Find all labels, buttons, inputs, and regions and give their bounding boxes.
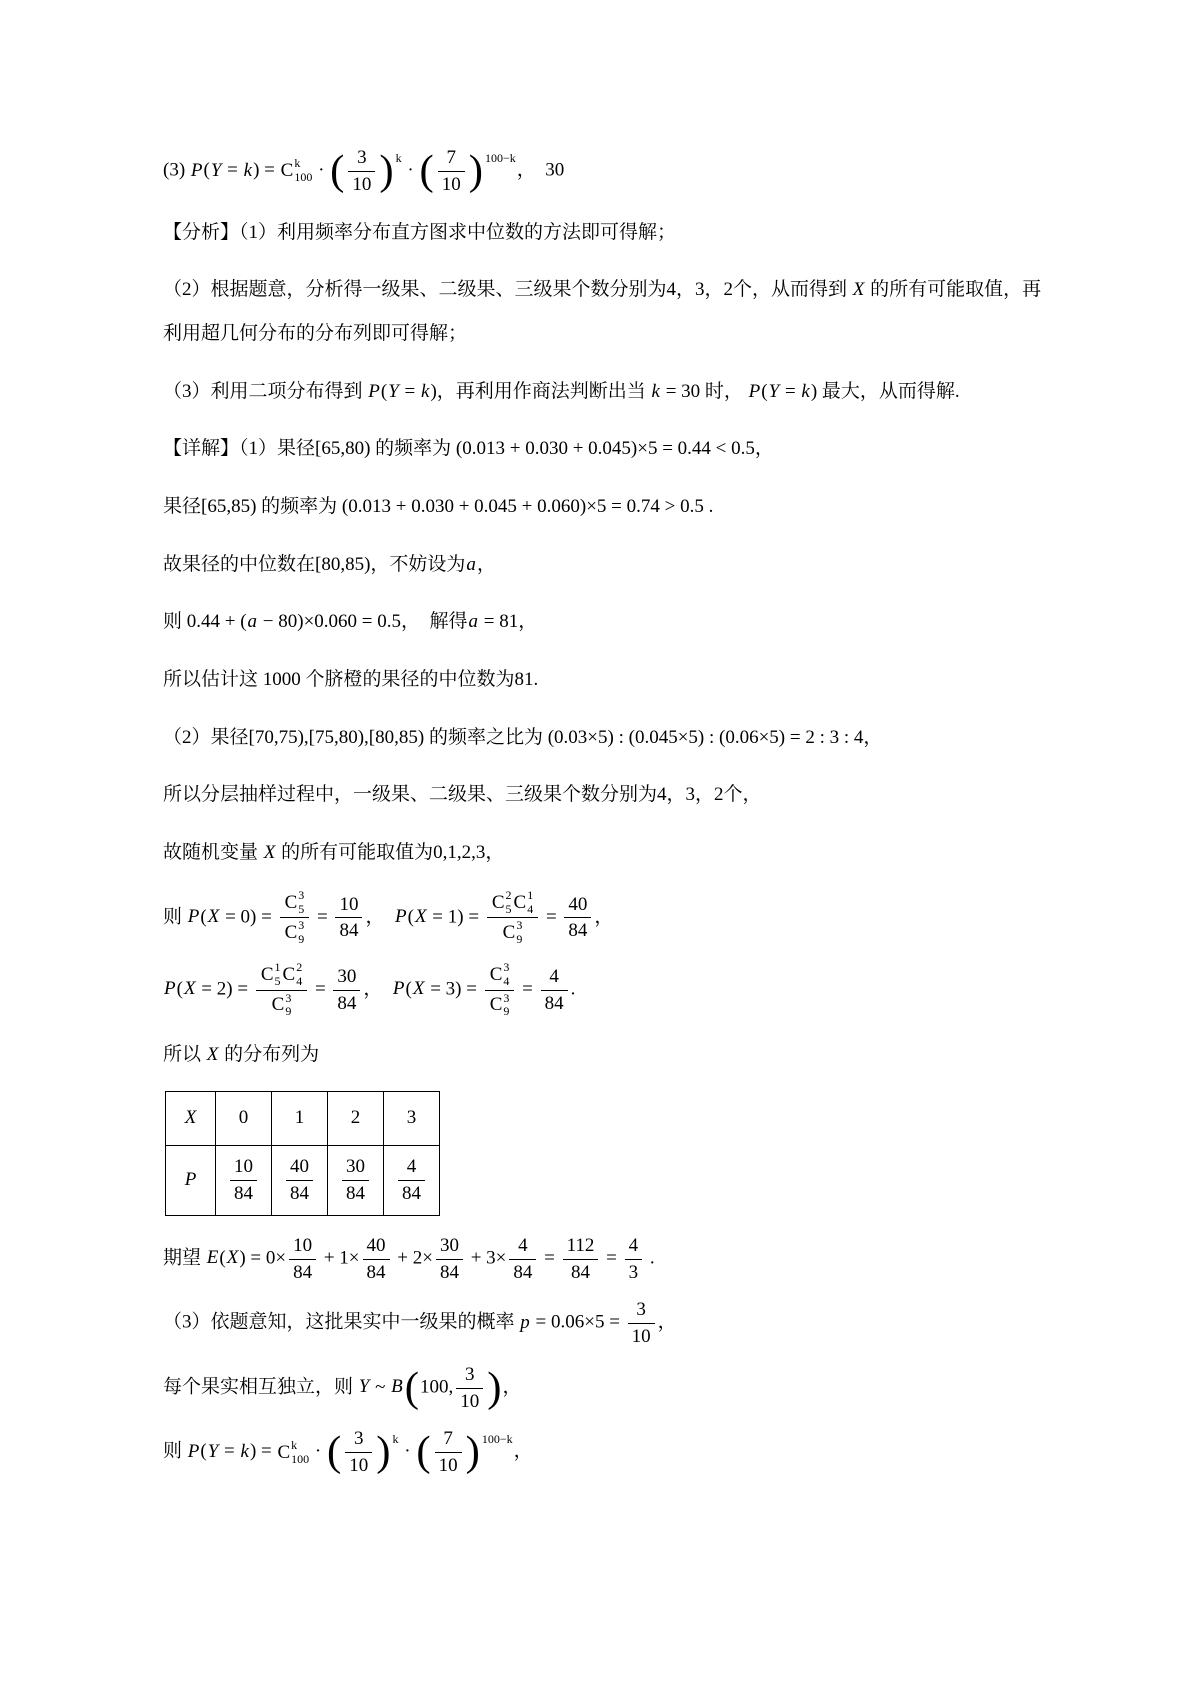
text-run: ( [761, 380, 768, 402]
text-run: ( [200, 906, 207, 928]
text-run: ， [476, 553, 496, 575]
fraction-numerator [286, 1155, 313, 1181]
text-run: 30 [346, 1156, 365, 1178]
text-run: ， [502, 1376, 522, 1398]
math-combination-symbol: C 3 5 [284, 887, 305, 916]
text-run: (3) [163, 159, 190, 181]
fraction-numerator [564, 893, 591, 919]
text-run: 7 [446, 147, 456, 168]
text-run: + 3× [465, 1247, 507, 1269]
text-run: · [310, 1440, 326, 1462]
text-run: ( [176, 978, 183, 1000]
text-run: = [539, 1247, 560, 1269]
math-variable: P [392, 978, 405, 1000]
math-paren: ( [419, 146, 434, 194]
text-run: 故随机变量 [163, 842, 263, 864]
distribution-intro [163, 1033, 1050, 1077]
fraction-numerator [256, 961, 307, 991]
detail-2-line2 [163, 773, 1050, 817]
text-run: = [222, 159, 243, 181]
fraction-numerator [487, 889, 538, 919]
fraction-numerator [435, 1427, 462, 1453]
text-run: = [517, 978, 538, 1000]
math-paren: ( [404, 1363, 419, 1411]
text-run: . [645, 1247, 655, 1269]
table-cell [328, 1145, 384, 1215]
text-run: 10 [631, 1326, 651, 1348]
text-run: . [570, 978, 576, 1000]
math-fraction [348, 146, 375, 197]
math-variable: P [190, 159, 203, 181]
text-run: 3 [628, 1261, 639, 1283]
math-variable: Y [210, 159, 222, 181]
math-combination-symbol: C k 100 [280, 156, 313, 185]
text-run: 的所有可能取值为0,1,2,3， [276, 842, 505, 864]
math-combination-symbol: C 1 5 [260, 959, 281, 988]
text-run: 【分析】（1）利用频率分布直方图求中位数的方法即可得解； [163, 221, 677, 243]
math-fraction [625, 1234, 643, 1285]
table-cell [272, 1091, 328, 1145]
math-combination-symbol: C 3 9 [489, 990, 510, 1019]
text-run: ， 30 [516, 159, 565, 181]
detail-1-line3 [163, 543, 1050, 587]
math-variable: X [852, 279, 865, 301]
math-variable: P [395, 906, 407, 928]
fraction-denominator [342, 1181, 369, 1206]
math-exponent: 100−k [484, 150, 516, 165]
text-run: = [312, 906, 333, 928]
text-run: 4 [518, 1234, 528, 1256]
fraction-numerator [289, 1234, 316, 1260]
math-combination-symbol: C 1 4 [513, 887, 534, 916]
text-run: 84 [402, 1182, 421, 1204]
math-combination-symbol: C 3 9 [271, 990, 292, 1019]
text-run: 期望 [163, 1247, 206, 1269]
math-paren: ( [330, 146, 345, 194]
math-fraction [280, 889, 310, 947]
text-run: ， [365, 906, 394, 928]
fraction-numerator [345, 1427, 372, 1453]
text-run: 30 [337, 965, 357, 987]
fraction-denominator [509, 1260, 536, 1285]
text-run: 84 [366, 1261, 386, 1283]
text-run: ( [219, 1247, 226, 1269]
fraction-denominator [335, 918, 362, 943]
math-variable: k [801, 380, 810, 402]
text-run: ， [657, 1311, 677, 1333]
math-variable: P [187, 906, 200, 928]
math-fraction [342, 1155, 369, 1206]
text-run: · [313, 159, 330, 181]
table-cell [272, 1145, 328, 1215]
text-run: 每个果实相互独立，则 [163, 1376, 358, 1398]
text-run: = [219, 1440, 240, 1462]
table-row [166, 1145, 440, 1215]
text-run: 3 [354, 1428, 364, 1450]
text-run: = 0) = [220, 906, 277, 928]
math-variable: P [187, 1440, 200, 1462]
text-run: = 30 时， [660, 380, 748, 402]
math-paren: ) [376, 1428, 391, 1476]
text-run: 10 [460, 1390, 480, 1412]
math-combination-symbol: C 3 9 [502, 918, 523, 947]
text-run: 84 [568, 920, 588, 942]
table-cell [328, 1091, 384, 1145]
fraction-denominator [398, 1181, 425, 1206]
math-variable: X [263, 842, 276, 864]
table-row [166, 1091, 440, 1145]
text-run: = 3) = [425, 978, 482, 1000]
text-run: （3）利用二项分布得到 [163, 380, 368, 402]
table-cell [216, 1091, 272, 1145]
math-exponent: k [395, 150, 402, 165]
math-combination-symbol: C 3 4 [489, 959, 510, 988]
math-fraction [345, 1427, 372, 1478]
text-run: = [601, 1247, 622, 1269]
math-combination-symbol: C k 100 [277, 1437, 310, 1466]
math-fraction [485, 961, 515, 1019]
text-run: 故果径的中位数在[80,85)，不妨设为 [163, 553, 466, 575]
analysis-point-2 [163, 268, 1050, 355]
text-run: ( [405, 978, 412, 1000]
text-run: 10 [234, 1156, 253, 1178]
text-run: ( [380, 380, 388, 402]
text-run: = 0.06×5 = [530, 1311, 625, 1333]
text-run: 10 [339, 893, 359, 915]
math-paren: ( [416, 1428, 431, 1476]
text-run: = [780, 380, 801, 402]
math-fraction [230, 1155, 257, 1206]
fraction-numerator [280, 889, 310, 919]
fraction-denominator [363, 1260, 390, 1285]
text-run: （3）依题意知，这批果实中一级果的概率 [163, 1311, 520, 1333]
text-run: = [310, 978, 331, 1000]
text-run: 3 [464, 1363, 475, 1385]
fraction-numerator [625, 1234, 643, 1260]
math-paren: ) [465, 1428, 480, 1476]
math-fraction [363, 1234, 390, 1285]
fraction-denominator [625, 1260, 643, 1285]
math-fraction [256, 961, 307, 1019]
text-run: 84 [439, 1261, 459, 1283]
text-run: 84 [337, 992, 357, 1014]
math-variable: p [520, 1311, 530, 1333]
text-run: = 1) = [427, 906, 484, 928]
math-paren: ) [487, 1363, 502, 1411]
text-run: 的分布列为 [219, 1044, 320, 1066]
math-fraction [438, 146, 465, 197]
text-run: 的所有可能取值，再利用超几何分布的分布列即可得解； [163, 279, 1042, 344]
text-run: 所以 [163, 1044, 206, 1066]
text-run: ) = [253, 159, 280, 181]
math-paren: ( [327, 1428, 342, 1476]
text-run: （2）根据题意，分析得一级果、二级果、三级果个数分别为4，3，2个，从而得到 [163, 279, 852, 301]
detail-1-line5 [163, 658, 1050, 702]
text-run: 2 [350, 1106, 361, 1128]
text-run: （2）果径[70,75),[75,80),[80,85) 的频率之比为 (0.03×5) : (0.045×5) : (0.06×5) = 2 : 3 : 4， [163, 726, 883, 748]
text-run: − 80)×0.060 = 0.5， 解得 [258, 611, 468, 633]
math-variable: k [651, 380, 660, 402]
text-run: 则 [163, 906, 187, 928]
fraction-denominator [541, 991, 568, 1016]
text-run: 10 [441, 173, 461, 195]
detail-1-line4 [163, 600, 1050, 644]
text-run: 84 [290, 1182, 309, 1204]
text-run: )，再利用作商法判断出当 [430, 380, 651, 402]
text-run: 3 [406, 1106, 417, 1128]
math-variable: Y [207, 1440, 219, 1462]
fraction-denominator [256, 991, 307, 1020]
fraction-numerator [348, 146, 375, 172]
fraction-numerator [333, 965, 360, 991]
fraction-numerator [509, 1234, 536, 1260]
detail-1-line2 [163, 485, 1050, 529]
math-fraction [487, 889, 538, 947]
text-run: 100, [419, 1376, 454, 1398]
math-variable: X [206, 1044, 219, 1066]
text-run: 3 [636, 1299, 646, 1321]
fraction-denominator [485, 991, 515, 1020]
math-combination-symbol: C 3 9 [284, 918, 305, 947]
detail-2-line3 [163, 831, 1050, 875]
fraction-numerator [398, 1155, 425, 1181]
text-run: 则 0.44 + ( [163, 611, 247, 633]
fraction-numerator [363, 1234, 390, 1260]
math-fraction [564, 893, 591, 944]
math-variable: a [468, 611, 479, 633]
fraction-numerator [438, 146, 465, 172]
fraction-numerator [628, 1298, 655, 1324]
fraction-numerator [335, 893, 362, 919]
math-fraction [628, 1298, 655, 1349]
text-run: ~ [370, 1376, 391, 1398]
math-variable: P [184, 1168, 197, 1190]
text-run: = [399, 380, 420, 402]
text-run: ， [594, 906, 614, 928]
table-cell [216, 1145, 272, 1215]
text-run: 1 [294, 1106, 305, 1128]
math-variable: k [243, 159, 253, 181]
math-fraction [289, 1234, 316, 1285]
text-run: · [402, 159, 419, 181]
detail-3-line1 [163, 1298, 1050, 1349]
text-run: 84 [513, 1261, 533, 1283]
math-fraction [335, 893, 362, 944]
text-run: 84 [293, 1261, 313, 1283]
fraction-denominator [348, 172, 375, 197]
math-combination-symbol: C 2 4 [282, 959, 303, 988]
detail-3-line2 [163, 1363, 1050, 1414]
fraction-denominator [628, 1324, 655, 1349]
math-exponent: k [392, 1431, 399, 1446]
detail-2-line1 [163, 716, 1050, 760]
final-formula-line [163, 146, 1050, 197]
text-run: 所以估计这 1000 个脐橙的果径的中位数为81. [163, 669, 539, 690]
math-variable: X [414, 906, 427, 928]
text-run: 3 [357, 147, 367, 168]
math-variable: Y [388, 380, 399, 402]
math-variable: P [748, 380, 761, 402]
fraction-denominator [456, 1389, 483, 1414]
text-run: 7 [443, 1428, 453, 1450]
fraction-numerator [563, 1234, 599, 1260]
math-paren: ) [379, 146, 394, 194]
text-run: + 1× [319, 1247, 360, 1269]
text-run: = 81， [479, 611, 538, 633]
fraction-numerator [230, 1155, 257, 1181]
math-fraction [436, 1234, 463, 1285]
fraction-numerator [541, 965, 568, 991]
math-variable: a [247, 611, 258, 633]
text-run: 10 [438, 1455, 458, 1477]
math-combination-symbol: C 2 5 [491, 887, 512, 916]
fraction-numerator [436, 1234, 463, 1260]
math-variable: P [368, 380, 380, 402]
text-run: 84 [339, 920, 359, 942]
text-run: 所以分层抽样过程中，一级果、二级果、三级果个数分别为4，3，2个， [163, 784, 762, 806]
fraction-denominator [438, 172, 465, 197]
fraction-denominator [563, 1260, 599, 1285]
text-run: 84 [544, 992, 564, 1014]
text-run: 40 [290, 1156, 309, 1178]
text-run: 112 [566, 1234, 595, 1256]
math-variable: X [184, 1106, 197, 1128]
text-run: + 2× [392, 1247, 433, 1269]
math-fraction [563, 1234, 599, 1285]
fraction-denominator [230, 1181, 257, 1206]
math-variable: P [164, 978, 176, 1000]
text-run: 84 [234, 1182, 253, 1204]
math-variable: Y [768, 380, 780, 402]
text-run: 果径[65,85) 的频率为 (0.013 + 0.030 + 0.045 + 0.060)×5 = 0.74 > 0.5 . [163, 495, 714, 517]
text-run: ( [200, 1440, 207, 1462]
text-run: 10 [293, 1234, 313, 1256]
math-variable: B [391, 1376, 403, 1398]
text-run: 则 [163, 1440, 187, 1462]
detail-2-prob-line1 [163, 889, 1050, 947]
math-variable: X [226, 1247, 239, 1269]
text-run: ) = [249, 1440, 277, 1462]
math-variable: X [412, 978, 425, 1000]
fraction-denominator [487, 918, 538, 947]
math-fraction [333, 965, 360, 1016]
text-run: ， [363, 978, 392, 1000]
table-cell [384, 1145, 440, 1215]
text-run: 40 [568, 893, 588, 915]
math-fraction [456, 1363, 483, 1414]
math-paren: ) [468, 146, 483, 194]
table-cell [384, 1091, 440, 1145]
fraction-numerator [456, 1363, 483, 1389]
text-run: ， [513, 1440, 533, 1462]
fraction-denominator [286, 1181, 313, 1206]
text-run: ( [203, 159, 210, 181]
text-run: 40 [366, 1234, 386, 1256]
fraction-denominator [345, 1453, 372, 1478]
text-run: · [399, 1440, 416, 1462]
math-variable: k [421, 380, 430, 402]
text-run: 4 [628, 1234, 639, 1256]
expectation-line [163, 1234, 1050, 1285]
fraction-denominator [436, 1260, 463, 1285]
table-cell [166, 1091, 216, 1145]
analysis-point-3 [163, 370, 1050, 414]
math-exponent: 100−k [481, 1431, 513, 1446]
math-fraction [398, 1155, 425, 1206]
distribution-table [165, 1091, 440, 1216]
text-run: 4 [406, 1156, 417, 1178]
text-run: 84 [346, 1182, 365, 1204]
math-variable: Y [358, 1376, 370, 1398]
fraction-denominator [435, 1453, 462, 1478]
math-fraction [509, 1234, 536, 1285]
math-fraction [286, 1155, 313, 1206]
text-run: 10 [349, 1455, 369, 1477]
fraction-denominator [333, 991, 360, 1016]
text-run: ( [407, 906, 414, 928]
text-run: = 2) = [196, 978, 253, 1000]
fraction-numerator [485, 961, 515, 991]
math-variable: E [206, 1247, 219, 1269]
analysis-point-1 [163, 211, 1050, 255]
text-run: 【详解】（1）果径[65,80) 的频率为 (0.013 + 0.030 + 0.045)×5 = 0.44 < 0.5， [163, 438, 774, 460]
text-run: = [541, 906, 562, 928]
math-variable: k [240, 1440, 249, 1462]
fraction-denominator [564, 918, 591, 943]
text-run: 0 [238, 1106, 249, 1128]
math-variable: a [466, 553, 476, 575]
math-variable: X [183, 978, 196, 1000]
fraction-denominator [280, 918, 310, 947]
detail-1-line1 [163, 427, 1050, 471]
text-run: ) = 0× [239, 1247, 287, 1269]
math-variable: X [207, 906, 220, 928]
text-run: 30 [439, 1234, 459, 1256]
math-fraction [541, 965, 568, 1016]
math-fraction [435, 1427, 462, 1478]
text-run: 4 [549, 965, 559, 987]
fraction-numerator [342, 1155, 369, 1181]
text-run: ) 最大，从而得解. [810, 380, 960, 402]
detail-3-line3 [163, 1427, 1050, 1478]
table-cell [166, 1145, 216, 1215]
text-run: 84 [571, 1261, 590, 1283]
fraction-denominator [289, 1260, 316, 1285]
detail-2-prob-line2 [163, 961, 1050, 1019]
text-run: 10 [352, 173, 372, 195]
